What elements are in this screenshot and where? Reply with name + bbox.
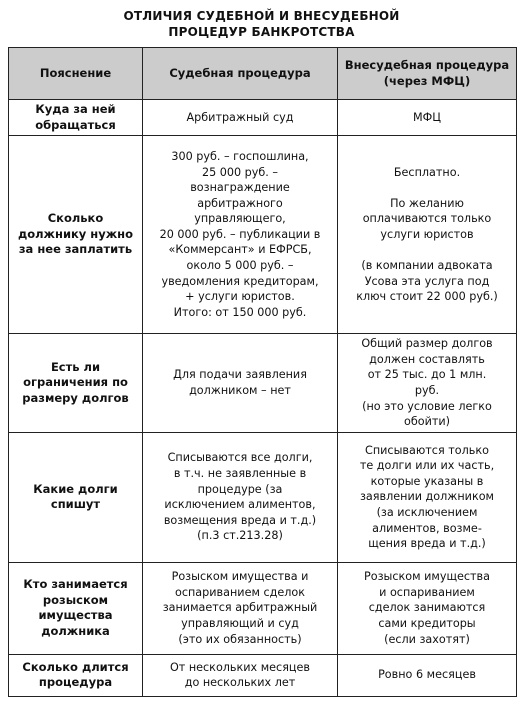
judicial-text-line: арбитражного: [197, 196, 283, 210]
extrajudicial-text-line: те долги или их часть,: [359, 459, 495, 473]
judicial-text-line: 25 000 руб. –: [201, 165, 279, 179]
table-row: [9, 432, 517, 562]
extrajudicial-text-line: Бесплатно.: [393, 165, 461, 179]
cell-judicial: [143, 100, 338, 136]
extrajudicial-text-line: (если захотят): [384, 632, 470, 646]
extrajudicial-text-line: алиментов, возме-: [372, 521, 482, 535]
extrajudicial-text-line: услуги юристов: [380, 227, 474, 241]
header-row: [9, 48, 517, 100]
table-row: [9, 100, 517, 136]
extrajudicial-text-line: (за исключением: [376, 506, 478, 520]
row-label: Сколько должнику нужно за нее заплатить: [9, 136, 143, 334]
judicial-text-line: (это их обязанность): [178, 632, 302, 646]
judicial-text-line: 20 000 руб. – публикации в: [159, 227, 321, 241]
judicial-text-line: «Коммерсант» и ЕФРСБ,: [168, 243, 312, 257]
extrajudicial-text-line: [342, 242, 512, 258]
judicial-text-line: (п.3 ст.213.28): [197, 529, 283, 543]
extrajudicial-text-line: Усова эта услуга под: [364, 274, 490, 288]
title-line-1: ОТЛИЧИЯ СУДЕБНОЙ И ВНЕСУДЕБНОЙ: [123, 9, 400, 23]
judicial-text-line: занимается арбитражный: [162, 601, 318, 615]
judicial-text-line: управляющий и суд: [181, 617, 299, 631]
header-explanation: Пояснение: [9, 48, 143, 100]
extrajudicial-text-line: МФЦ: [413, 110, 441, 124]
extrajudicial-text-line: Ровно 6 месяцев: [378, 668, 476, 682]
extrajudicial-text-line: заявлении должником: [359, 490, 494, 504]
cell-extrajudicial: [338, 562, 517, 654]
judicial-text-line: оспариванием сделок: [175, 585, 305, 599]
judicial-text-line: + услуги юристов.: [185, 290, 295, 304]
cell-extrajudicial: [338, 100, 517, 136]
extrajudicial-text-line: оплачиваются только: [362, 212, 492, 226]
extrajudicial-text-line: ключ стоит 22 000 руб.): [356, 290, 498, 304]
judicial-text-line: около 5 000 руб. –: [186, 259, 294, 273]
extrajudicial-text-line: обойти): [403, 415, 450, 429]
cell-judicial: [143, 334, 338, 433]
extrajudicial-text-line: и оспариванием: [379, 585, 475, 599]
row-label: Кто занимается розыском имущества должника: [9, 562, 143, 654]
table-row: [9, 654, 517, 696]
judicial-text-line: до нескольких лет: [184, 676, 296, 690]
table-row: [9, 562, 517, 654]
extrajudicial-text-line: Общий размер долгов: [361, 337, 493, 351]
row-label: Есть ли ограничения по размеру долгов: [9, 334, 143, 433]
extrajudicial-text-line: щения вреда и т.д.): [368, 537, 486, 551]
judicial-text-line: Итого: от 150 000 руб.: [173, 305, 307, 319]
judicial-text-line: Для подачи заявления: [173, 368, 307, 382]
table-row: [9, 334, 517, 433]
row-label: Сколько длится процедура: [9, 654, 143, 696]
comparison-table: [8, 47, 517, 697]
row-label: Какие долги спишут: [9, 432, 143, 562]
table-body: [9, 100, 517, 697]
judicial-text-line: уведомления кредиторам,: [161, 274, 319, 288]
extrajudicial-text-line: (в компании адвоката: [361, 259, 493, 273]
row-label: Куда за ней обращаться: [9, 100, 143, 136]
extrajudicial-text-line: которые указаны в: [370, 474, 484, 488]
judicial-text-line: управляющего,: [194, 212, 286, 226]
cell-judicial: [143, 432, 338, 562]
page-title: [0, 8, 523, 40]
cell-judicial: [143, 654, 338, 696]
cell-extrajudicial: [338, 334, 517, 433]
header-extrajudicial: Внесудебная процедура (через МФЦ): [338, 48, 517, 100]
judicial-text-line: От нескольких месяцев: [169, 660, 311, 674]
extrajudicial-text-line: Розыском имущества: [364, 570, 490, 584]
extrajudicial-text-line: сделок занимаются: [368, 601, 486, 615]
extrajudicial-text-line: (но это условие легко: [362, 399, 492, 413]
extrajudicial-text-line: По желанию: [390, 196, 464, 210]
judicial-text-line: Списываются все долги,: [167, 451, 313, 465]
judicial-text-line: 300 руб. – госпошлина,: [171, 149, 309, 163]
table-row: [9, 136, 517, 334]
judicial-text-line: вознаграждение: [190, 181, 290, 195]
extrajudicial-text-line: [342, 180, 512, 196]
judicial-text-line: исключением алиментов,: [164, 498, 316, 512]
judicial-text-line: процедуре (за: [197, 482, 283, 496]
extrajudicial-text-line: должен составлять: [369, 352, 485, 366]
cell-extrajudicial: [338, 136, 517, 334]
cell-judicial: [143, 136, 338, 334]
judicial-text-line: Розыском имущества и: [171, 570, 309, 584]
extrajudicial-text-line: Списываются только: [365, 443, 489, 457]
extrajudicial-text-line: руб.: [414, 383, 440, 397]
judicial-text-line: в т.ч. не заявленные в: [173, 467, 307, 481]
judicial-text-line: Арбитражный суд: [186, 110, 294, 124]
judicial-text-line: возмещения вреда и т.д.): [163, 513, 317, 527]
cell-extrajudicial: [338, 432, 517, 562]
extrajudicial-text-line: сами кредиторы: [378, 617, 476, 631]
title-line-2: ПРОЦЕДУР БАНКРОТСТВА: [168, 25, 355, 39]
judicial-text-line: должником – нет: [189, 383, 291, 397]
cell-judicial: [143, 562, 338, 654]
header-judicial: Судебная процедура: [143, 48, 338, 100]
extrajudicial-text-line: от 25 тыс. до 1 млн.: [367, 368, 487, 382]
cell-extrajudicial: [338, 654, 517, 696]
